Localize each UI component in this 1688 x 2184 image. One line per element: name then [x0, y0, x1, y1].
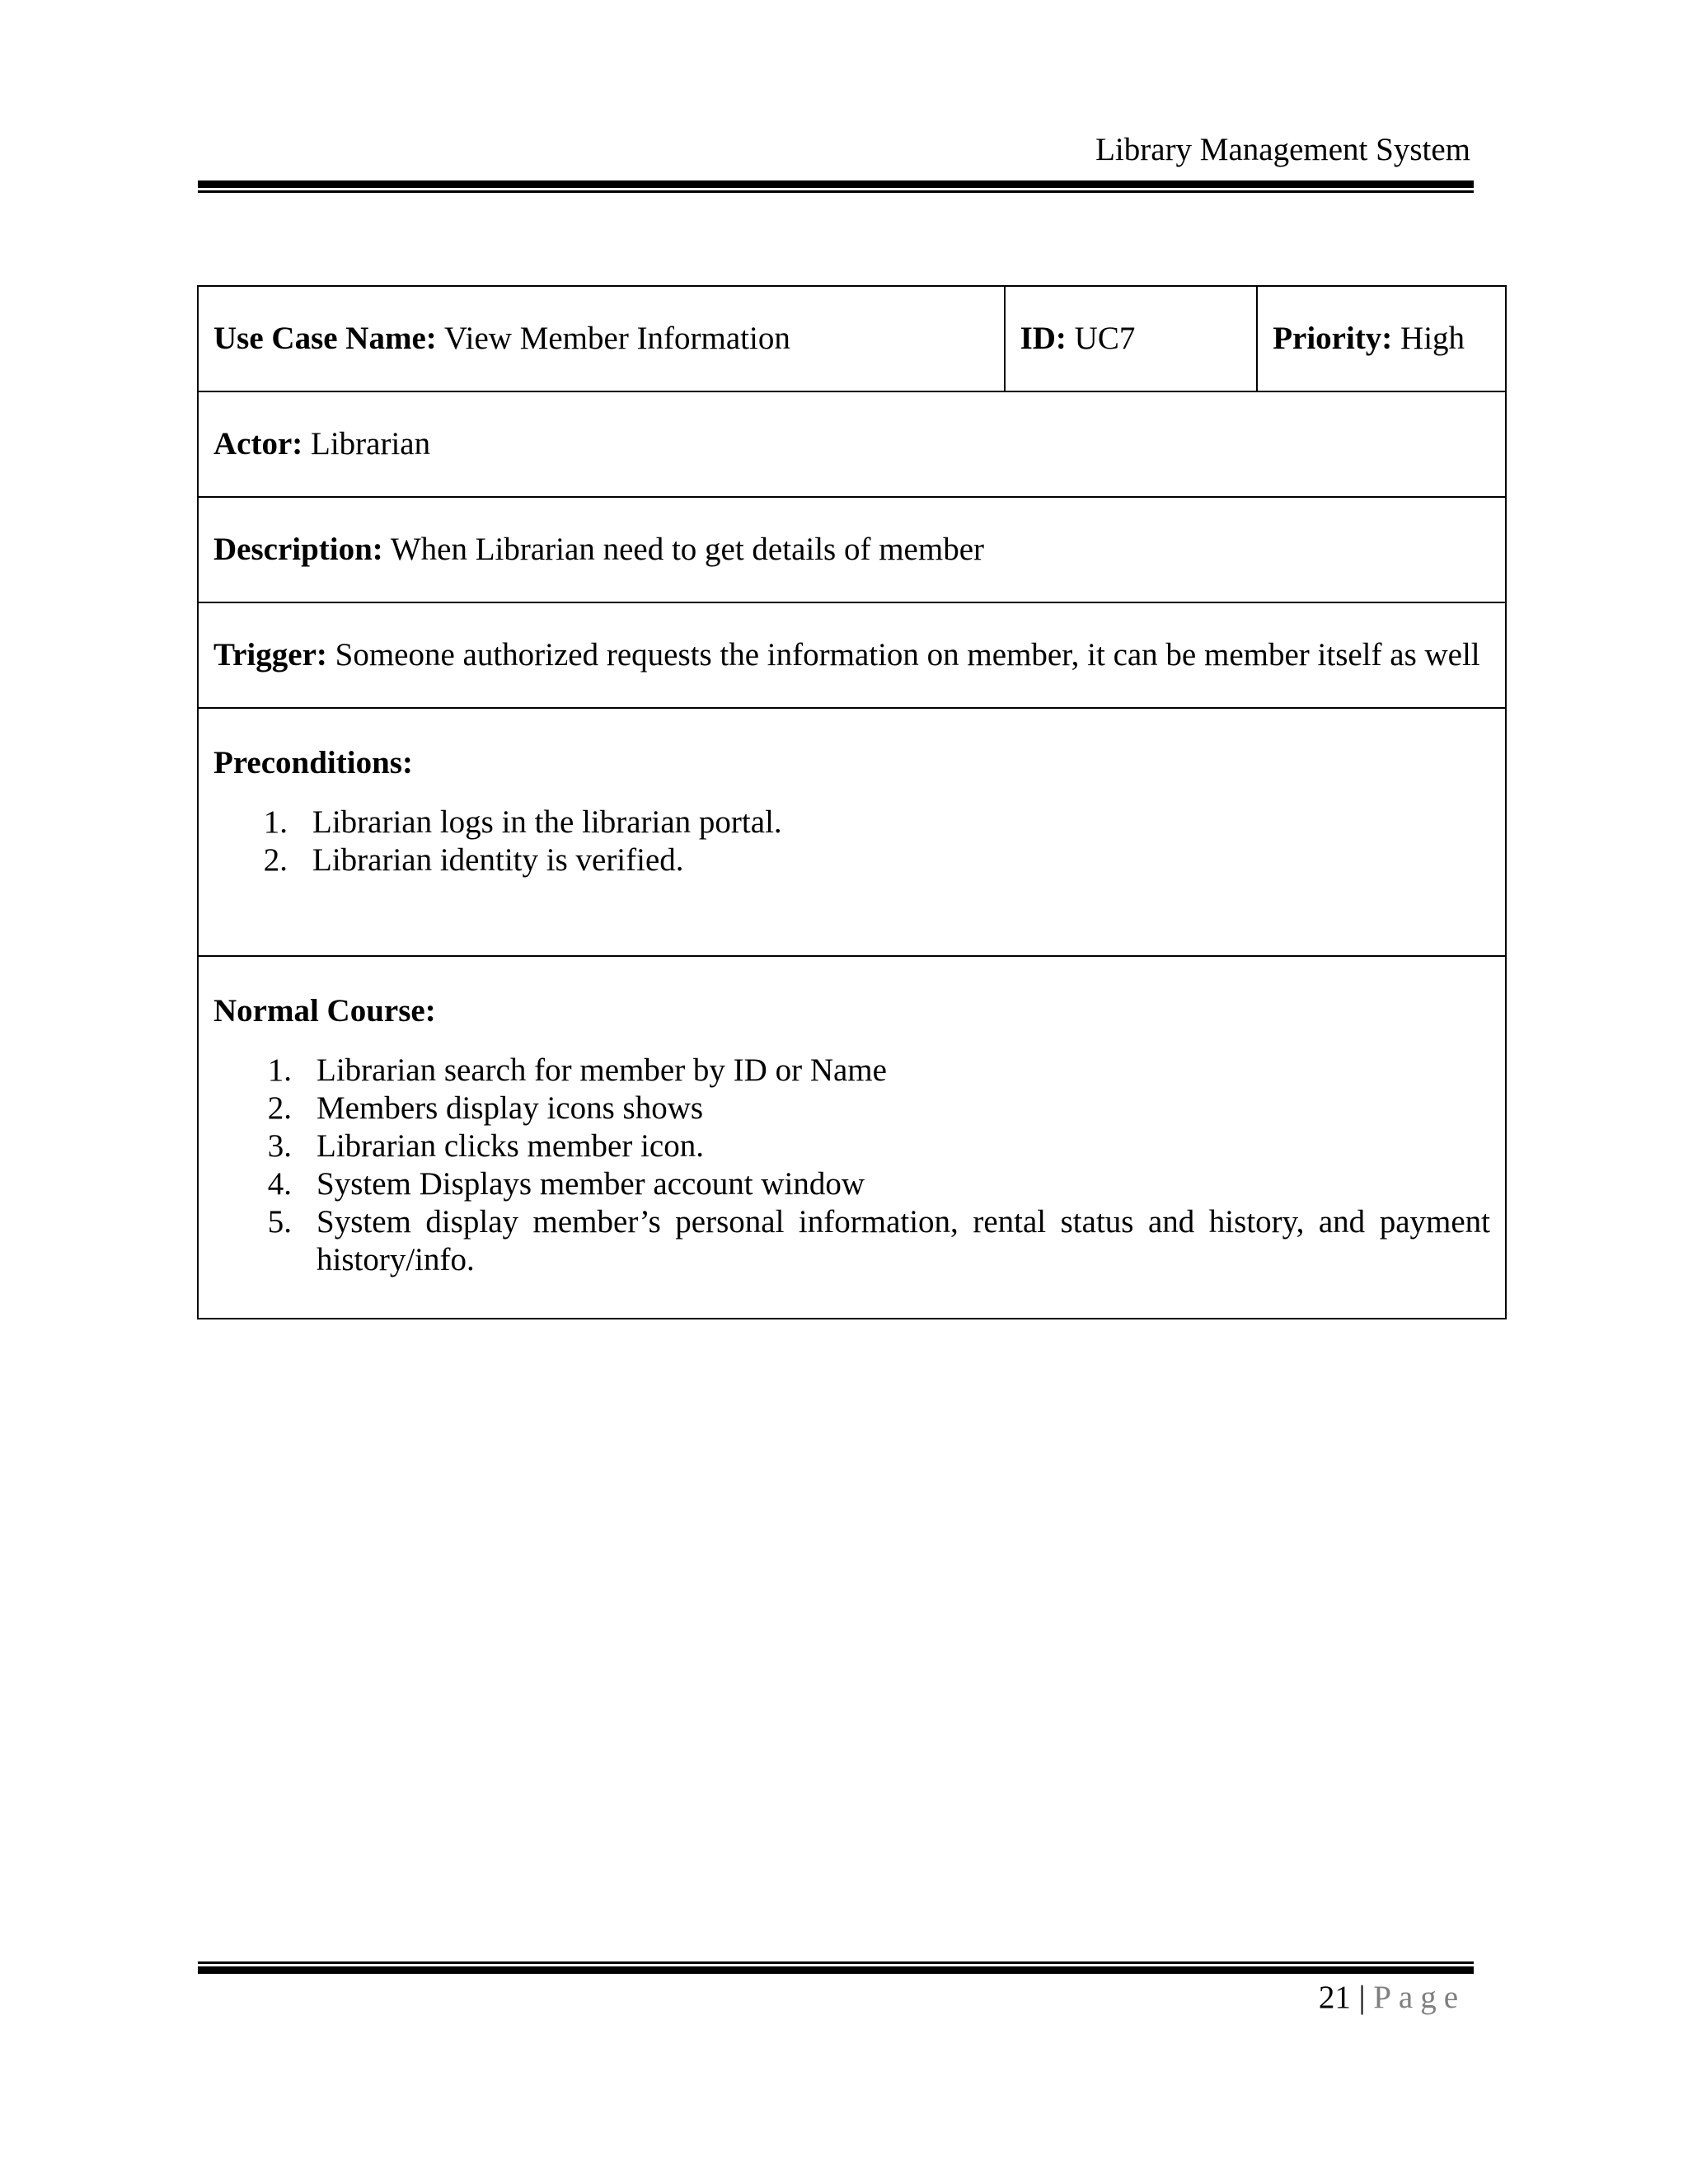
use-case-priority-value: High — [1400, 320, 1465, 356]
description-value: When Librarian need to get details of member — [390, 531, 984, 567]
list-item — [213, 1127, 1490, 1165]
list-item-number: 2. — [263, 841, 288, 878]
list-item-number: 1. — [267, 1052, 292, 1088]
list-item-number: 1. — [263, 804, 288, 840]
normal-course-row — [198, 956, 1506, 1319]
trigger-label: Trigger: — [213, 636, 327, 673]
footer-rule-thin — [198, 1961, 1474, 1964]
header-rule-thick — [198, 180, 1474, 188]
normal-course-label: Normal Course: — [213, 993, 436, 1029]
use-case-id-label: ID: — [1020, 320, 1067, 356]
trigger-value: Someone authorized requests the information on member, it can be member itself as well — [335, 636, 1480, 673]
footer-rule-thick — [198, 1966, 1474, 1974]
page-footer — [1319, 1981, 1465, 2013]
page-word: Page — [1373, 1980, 1465, 2015]
preconditions-list — [213, 804, 1490, 879]
trigger-cell — [198, 602, 1506, 708]
description-label: Description: — [213, 531, 383, 567]
list-item-text: Librarian logs in the librarian portal. — [312, 804, 782, 840]
actor-cell — [198, 391, 1506, 497]
preconditions-label: Preconditions: — [213, 745, 413, 780]
document-header-title: Library Management System — [1095, 132, 1470, 167]
page-number: 21 — [1318, 1980, 1351, 2015]
list-item-text: Members display icons shows — [316, 1090, 704, 1126]
list-item-text: Librarian search for member by ID or Name — [316, 1052, 887, 1088]
use-case-id-value: UC7 — [1074, 320, 1136, 356]
use-case-id-cell — [1005, 286, 1258, 391]
preconditions-row — [198, 708, 1506, 956]
list-item-number: 2. — [267, 1090, 292, 1126]
actor-value: Librarian — [311, 425, 431, 462]
description-cell — [198, 497, 1506, 602]
list-item — [213, 1090, 1490, 1127]
list-item — [213, 841, 1490, 879]
list-item-number: 3. — [267, 1127, 292, 1164]
use-case-name-cell — [198, 286, 1005, 391]
list-item-text: System display member’s personal information, rental status and history, and payment history/info. — [316, 1203, 1490, 1277]
trigger-row — [198, 602, 1506, 708]
list-item — [213, 1203, 1490, 1279]
list-item-number: 4. — [267, 1165, 292, 1202]
list-item-number: 5. — [267, 1203, 292, 1240]
normal-course-list — [213, 1052, 1490, 1279]
list-item-text: System Displays member account window — [316, 1165, 865, 1202]
actor-label: Actor: — [213, 425, 303, 462]
use-case-name-label: Use Case Name: — [213, 320, 437, 356]
header-rule-thin — [198, 190, 1474, 193]
list-item-text: Librarian identity is verified. — [312, 841, 684, 878]
use-case-name-value: View Member Information — [443, 320, 790, 356]
use-case-priority-label: Priority: — [1273, 320, 1393, 356]
page-separator: | — [1358, 1980, 1366, 2015]
description-row — [198, 497, 1506, 602]
use-case-priority-cell — [1257, 286, 1506, 391]
normal-course-cell — [198, 956, 1506, 1319]
list-item — [213, 1165, 1490, 1203]
use-case-header-row — [198, 286, 1506, 391]
list-item — [213, 804, 1490, 841]
actor-row — [198, 391, 1506, 497]
preconditions-cell — [198, 708, 1506, 956]
list-item-text: Librarian clicks member icon. — [316, 1127, 704, 1164]
use-case-table — [197, 285, 1507, 1319]
list-item — [213, 1052, 1490, 1090]
